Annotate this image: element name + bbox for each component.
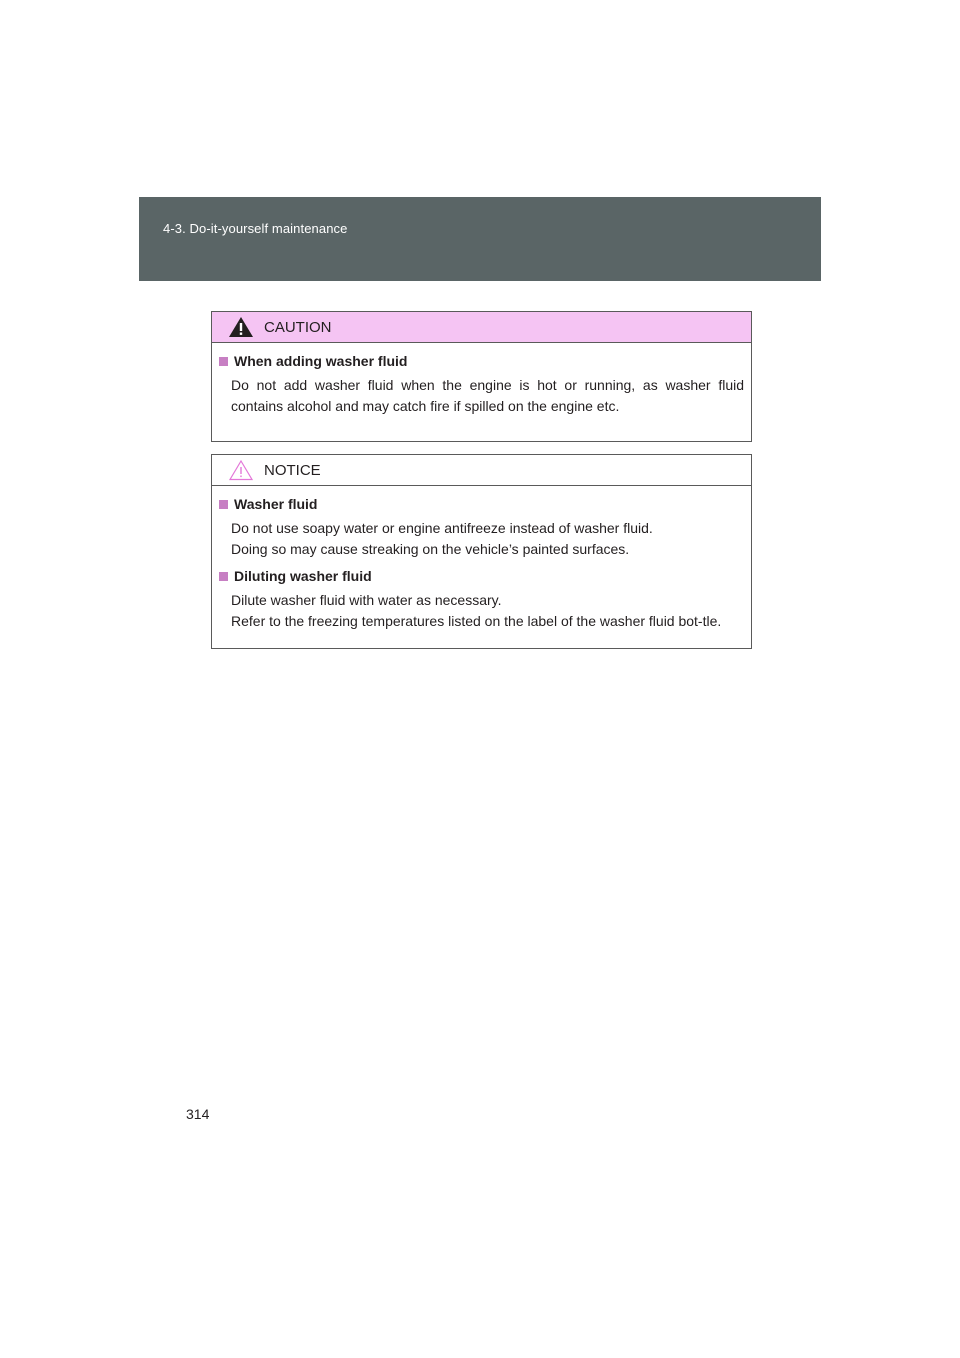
- square-bullet-icon: [219, 357, 228, 366]
- caution-item-title: [219, 353, 744, 369]
- notice-item-title-text: Diluting washer fluid: [234, 568, 372, 584]
- caution-body: [212, 343, 751, 441]
- caution-header: [212, 312, 751, 343]
- notice-item-line: Do not use soapy water or engine antifreeze instead of washer fluid.: [231, 520, 653, 536]
- notice-item-line: Dilute washer fluid with water as necessary.: [231, 592, 502, 608]
- notice-header: [212, 455, 751, 486]
- notice-item-title-text: Washer fluid: [234, 496, 318, 512]
- warning-filled-icon: [228, 316, 254, 338]
- notice-item-title: [219, 496, 744, 512]
- notice-box: [211, 454, 752, 649]
- notice-body: [212, 486, 751, 648]
- caution-item-title-text: When adding washer fluid: [234, 353, 408, 369]
- section-title: 4-3. Do-it-yourself maintenance: [163, 221, 348, 236]
- notice-item-text: [231, 590, 744, 632]
- caution-item-text: Do not add washer fluid when the engine is hot or running, as washer fluid contains alcohol and may catch fire if spilled on the engine etc.: [231, 377, 744, 414]
- notice-item-line: Refer to the freezing temperatures listed on the label of the washer fluid bot-tle.: [231, 613, 722, 629]
- notice-item-line: Doing so may cause streaking on the vehicle’s painted surfaces.: [231, 541, 630, 557]
- notice-item-title: [219, 568, 744, 584]
- square-bullet-icon: [219, 500, 228, 509]
- caution-label: CAUTION: [264, 318, 332, 336]
- caution-box: [211, 311, 752, 442]
- notice-label: NOTICE: [264, 461, 321, 479]
- square-bullet-icon: [219, 572, 228, 581]
- notice-item-text: [231, 518, 744, 560]
- section-header-band: [139, 197, 821, 281]
- page-number: 314: [186, 1106, 210, 1122]
- warning-outline-icon: [228, 459, 254, 481]
